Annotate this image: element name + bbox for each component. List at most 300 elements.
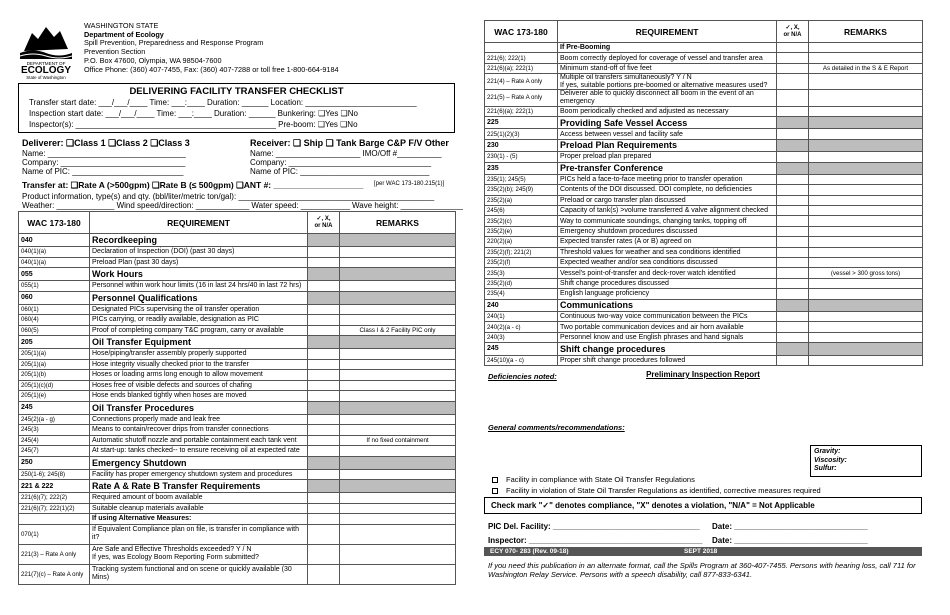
check-cell[interactable] <box>777 278 809 288</box>
remarks-cell[interactable] <box>340 281 456 292</box>
transfer-rate[interactable]: Transfer at: ❑Rate A (>500gpm) ❑Rate B (≤ 500gpm) ❑ANT #: ___________________ <box>22 180 364 190</box>
remarks-cell[interactable] <box>809 289 923 299</box>
remarks-cell[interactable] <box>340 493 456 504</box>
check-cell[interactable] <box>777 355 809 365</box>
wac-code: 235(4) <box>485 289 558 299</box>
table-row <box>485 278 923 288</box>
table-row <box>485 237 923 247</box>
requirement-text: Oil Transfer Procedures <box>90 401 308 414</box>
viscosity-label: Viscosity: <box>814 456 847 464</box>
remarks-cell[interactable] <box>809 74 923 90</box>
requirement-text: English language proficiency <box>558 289 777 299</box>
deliverer-class[interactable]: Deliverer: ❑Class 1 ❑Class 2 ❑Class 3 <box>22 138 190 148</box>
table-row <box>19 503 456 514</box>
comments-label[interactable]: General comments/recommendations: <box>488 423 625 432</box>
requirement-text: Suitable cleanup materials available <box>90 503 308 514</box>
wac-reference: [per WAC 173-180.215(1)] <box>374 181 445 187</box>
table-row <box>485 129 923 139</box>
header-check: ✓, X, or N/A <box>308 212 340 234</box>
header-remarks: REMARKS <box>809 21 923 43</box>
remarks-cell[interactable] <box>340 304 456 315</box>
inspection-start-row[interactable]: Inspection start date: ___/___/____ Time: ___:____ Duration: ______ Bunkering: ❑Yes ❑No <box>29 109 358 118</box>
wac-code: 235(3) <box>485 268 558 278</box>
check-cell[interactable] <box>777 90 809 106</box>
checkbox-icon[interactable] <box>492 488 498 494</box>
deficiencies-label[interactable]: Deficiencies noted: <box>488 372 557 381</box>
check-cell[interactable] <box>777 74 809 90</box>
agency-program: Spill Prevention, Preparedness and Response Program <box>84 38 264 48</box>
check-cell[interactable] <box>308 325 340 336</box>
check-cell[interactable] <box>308 349 340 360</box>
section-row <box>485 162 923 174</box>
wac-code: 235(2)(a) <box>485 195 558 205</box>
wac-code: 040 <box>19 234 90 247</box>
check-cell[interactable] <box>777 322 809 332</box>
remarks-cell[interactable] <box>340 414 456 425</box>
requirement-text: Shift change procedures discussed <box>558 278 777 288</box>
sulfur-label: Sulfur: <box>814 465 837 472</box>
form-date: SEPT 2018 <box>684 548 718 555</box>
wac-code: 205(1)(e) <box>19 391 90 402</box>
table-row <box>19 435 456 446</box>
requirement-text: Are Safe and Effective Thresholds exceeded? Y / N If yes, was Ecology Boom Reporting Form submitted? <box>90 544 308 564</box>
check-cell[interactable] <box>308 469 340 480</box>
agency-address-line: P.O. Box 47600, Olympia, WA 98504-7600 <box>84 55 222 65</box>
left-column <box>18 20 463 585</box>
check-cell[interactable] <box>777 247 809 257</box>
wac-code: 221(6)(a); 222(1) <box>485 106 558 116</box>
remarks-cell[interactable] <box>809 311 923 321</box>
wac-code: 060(5) <box>19 325 90 336</box>
remarks-cell[interactable] <box>340 391 456 402</box>
requirement-text: Providing Safe Vessel Access <box>558 116 777 128</box>
check-cell[interactable] <box>308 370 340 381</box>
remarks-cell[interactable] <box>340 524 456 544</box>
wac-code <box>485 43 558 53</box>
remarks-cell[interactable] <box>340 234 456 247</box>
right-column <box>484 20 922 579</box>
remarks-cell[interactable] <box>809 90 923 106</box>
section-row <box>19 291 456 304</box>
wac-code: 221(6); 222(1) <box>485 53 558 63</box>
requirement-text: Expected weather and/or sea conditions discussed <box>558 258 777 268</box>
receiver-type[interactable]: Receiver: ❑ Ship ❑ Tank Barge C&P F/V Other <box>250 138 449 148</box>
agency-header <box>18 20 455 80</box>
wac-code: 240(3) <box>485 332 558 342</box>
remarks-cell[interactable] <box>809 185 923 195</box>
wac-code: 205 <box>19 336 90 349</box>
requirement-text: Emergency Shutdown <box>90 456 308 469</box>
requirement-text: Hose/piping/transfer assembly properly supported <box>90 349 308 360</box>
table-row <box>19 315 456 326</box>
wac-code: 230 <box>485 139 558 151</box>
remarks-cell[interactable] <box>809 106 923 116</box>
table-row <box>19 257 456 268</box>
agency-dept: Department of Ecology <box>84 29 164 39</box>
table-row <box>19 425 456 436</box>
deliverer-company[interactable]: Company: ____________________________ <box>22 158 186 167</box>
wac-code: 205(1)(c)(d) <box>19 380 90 391</box>
table-row <box>19 524 456 544</box>
header-wac: WAC 173-180 <box>19 212 90 234</box>
check-cell[interactable] <box>777 268 809 278</box>
remarks-cell[interactable] <box>340 370 456 381</box>
requirement-text: Vessel's point-of-transfer and deck-rover watch identified <box>558 268 777 278</box>
check-cell[interactable] <box>777 206 809 216</box>
requirement-text: Personnel know and use English phrases and hand signals <box>558 332 777 342</box>
table-row <box>19 446 456 457</box>
requirement-text: Minimum stand-off of five feet <box>558 63 777 73</box>
wac-code: 230(1) - (5) <box>485 152 558 162</box>
check-cell[interactable] <box>308 359 340 370</box>
check-cell[interactable] <box>777 332 809 342</box>
requirement-text: Contents of the DOI discussed. DOI complete, no deficiencies <box>558 185 777 195</box>
form-number-bar <box>484 547 922 556</box>
remarks-cell[interactable] <box>340 380 456 391</box>
wac-code: 235 <box>485 162 558 174</box>
table-row <box>19 544 456 564</box>
check-cell[interactable] <box>308 304 340 315</box>
table-row <box>19 391 456 402</box>
wac-code: 245(2)(a - g) <box>19 414 90 425</box>
date-field-2[interactable]: Date: ______________________________ <box>712 536 868 545</box>
inspectors-row[interactable]: Inspector(s): _____________________________________________ Pre-boom: ❑Yes ❑No <box>29 120 358 129</box>
remarks-cell[interactable] <box>809 226 923 236</box>
requirement-text: PICs held a face-to-face meeting prior to transfer operation <box>558 174 777 184</box>
check-cell[interactable] <box>308 315 340 326</box>
requirement-text: Proper shift change procedures followed <box>558 355 777 365</box>
table-row <box>19 469 456 480</box>
table-row <box>19 370 456 381</box>
remarks-cell[interactable] <box>809 343 923 355</box>
wac-code: 060(1) <box>19 304 90 315</box>
header-wac: WAC 173-180 <box>485 21 558 43</box>
remarks-cell[interactable] <box>809 195 923 205</box>
check-cell[interactable] <box>308 247 340 258</box>
weather-info[interactable]: Weather: _____________ Wind speed/direction: ____________ Water speed: ___________ Wave height: ______________ <box>22 201 463 210</box>
remarks-cell[interactable] <box>809 152 923 162</box>
wac-code: 060 <box>19 291 90 304</box>
remarks-cell[interactable] <box>340 503 456 514</box>
table-row <box>485 74 923 90</box>
requirement-text: Required amount of boom available <box>90 493 308 504</box>
requirement-text: Proof of completing company T&C program, carry or available <box>90 325 308 336</box>
check-cell[interactable] <box>308 401 340 414</box>
table-row <box>19 564 456 584</box>
footer-note: If you need this publication in an alternate format, call the Spills Program at 360-407-7455. Persons with hearing loss, call 711 for Washington Relay Service. Persons with a speech disability, call 877-833-6341. <box>488 561 916 579</box>
fuel-properties-box[interactable] <box>810 445 922 477</box>
wac-code: 221(6)(a); 222(1) <box>485 63 558 73</box>
wac-code: 235(2)(e) <box>485 226 558 236</box>
remarks-cell[interactable] <box>809 332 923 342</box>
remarks-cell[interactable] <box>340 564 456 584</box>
requirement-text: Oil Transfer Equipment <box>90 336 308 349</box>
check-cell[interactable] <box>308 234 340 247</box>
requirement-text: Means to contain/recover drips from transfer connections <box>90 425 308 436</box>
violation-checkbox[interactable]: Facility in violation of State Oil Transfer Regulations as identified, corrective measures required <box>492 486 821 495</box>
check-cell[interactable] <box>308 514 340 525</box>
wac-code: 055(1) <box>19 281 90 292</box>
requirement-text: Personnel within work hour limits (16 in last 24 hrs/40 in last 72 hrs) <box>90 281 308 292</box>
check-cell[interactable] <box>777 299 809 311</box>
check-cell[interactable] <box>308 456 340 469</box>
receiver-name[interactable]: Name: ___________________ IMO/Off #__________ <box>250 149 442 158</box>
remarks-cell[interactable] <box>809 139 923 151</box>
section-row <box>19 401 456 414</box>
table-row <box>485 63 923 73</box>
check-cell[interactable] <box>777 226 809 236</box>
wac-code: 235(2)(c) <box>485 216 558 226</box>
requirement-text: If Pre-Booming <box>558 43 777 53</box>
check-cell[interactable] <box>777 139 809 151</box>
wac-code: 235(2)(d) <box>485 278 558 288</box>
wac-code: 221 & 222 <box>19 480 90 493</box>
remarks-cell[interactable] <box>809 162 923 174</box>
logo-line1: DEPARTMENT OF <box>26 61 66 66</box>
table-row <box>19 514 456 525</box>
check-cell[interactable] <box>777 116 809 128</box>
wac-code: 240(1) <box>485 311 558 321</box>
check-cell[interactable] <box>308 503 340 514</box>
section-row <box>19 480 456 493</box>
check-cell[interactable] <box>308 446 340 457</box>
check-cell[interactable] <box>308 268 340 281</box>
agency-address <box>84 22 339 74</box>
wac-code: 245(10)(a - c) <box>485 355 558 365</box>
pic-del-field[interactable]: PIC Del. Facility: _________________________________ <box>488 522 700 531</box>
check-cell[interactable] <box>308 425 340 436</box>
remarks-cell[interactable] <box>340 349 456 360</box>
check-cell[interactable] <box>777 289 809 299</box>
remarks-cell[interactable] <box>340 291 456 304</box>
header-requirement: REQUIREMENT <box>90 212 308 234</box>
requirement-text: Way to communicate soundings, changing tanks, topping off <box>558 216 777 226</box>
table-row <box>19 325 456 336</box>
table-row <box>485 311 923 321</box>
remarks-cell[interactable] <box>809 237 923 247</box>
wac-code: 221(5) – Rate A only <box>485 90 558 106</box>
date-field-1[interactable]: Date: ______________________________ <box>712 522 868 531</box>
wac-code: 060(4) <box>19 315 90 326</box>
table-row <box>485 322 923 332</box>
requirement-text: Proper preload plan prepared <box>558 152 777 162</box>
check-cell[interactable] <box>308 391 340 402</box>
remarks-cell[interactable] <box>340 514 456 525</box>
check-cell[interactable] <box>777 43 809 53</box>
deliverer-pic[interactable]: Name of PIC: _________________________ <box>22 167 184 176</box>
requirement-text: Preload Plan Requirements <box>558 139 777 151</box>
remarks-cell[interactable] <box>340 446 456 457</box>
wac-code: 245 <box>19 401 90 414</box>
table-row <box>485 258 923 268</box>
table-row <box>19 359 456 370</box>
requirement-text: Shift change procedures <box>558 343 777 355</box>
requirement-text: If Equivalent Compliance plan on file, is transfer in compliance with it? <box>90 524 308 544</box>
agency-phone: Office Phone: (360) 407-7455, Fax: (360) 407-7288 or toll free 1-800-664-9184 <box>84 64 339 74</box>
check-cell[interactable] <box>777 129 809 139</box>
table-row <box>485 268 923 278</box>
table-row <box>485 206 923 216</box>
wac-code: 235(2)(f); 221(2) <box>485 247 558 257</box>
remarks-cell[interactable]: Class I & 2 Facility PIC only <box>340 325 456 336</box>
requirement-text: Access between vessel and facility safe <box>558 129 777 139</box>
wac-code: 245 <box>485 343 558 355</box>
check-cell[interactable] <box>777 106 809 116</box>
remarks-cell[interactable] <box>340 480 456 493</box>
check-cell[interactable] <box>308 480 340 493</box>
agency-state: WASHINGTON STATE <box>84 21 159 30</box>
remarks-cell[interactable] <box>809 216 923 226</box>
requirement-text: Multiple oil transfers simultaneously? Y / N If yes, suitable portions pre-boomed or alternative measures used? <box>558 74 777 90</box>
table-row <box>485 174 923 184</box>
check-cell[interactable] <box>777 195 809 205</box>
remarks-cell[interactable] <box>809 116 923 128</box>
wac-code: 220(2)(a) <box>485 237 558 247</box>
transfer-start-row[interactable]: Transfer start date: ___/___/____ Time: ___:____ Duration: ______ Location: _________________________ <box>29 98 417 107</box>
table-row <box>485 106 923 116</box>
remarks-cell[interactable] <box>809 258 923 268</box>
header-check: ✓, X, or N/A <box>777 21 809 43</box>
remarks-cell[interactable] <box>340 268 456 281</box>
remarks-cell[interactable] <box>809 43 923 53</box>
check-cell[interactable] <box>308 544 340 564</box>
logo-line3: State of Washington <box>26 75 66 80</box>
remarks-cell[interactable] <box>809 322 923 332</box>
remarks-cell[interactable]: (vessel > 300 gross tons) <box>809 268 923 278</box>
table-row <box>19 304 456 315</box>
check-cell[interactable] <box>308 281 340 292</box>
check-cell[interactable] <box>777 185 809 195</box>
check-cell[interactable] <box>308 435 340 446</box>
remarks-cell[interactable] <box>809 355 923 365</box>
inspector-field[interactable]: Inspector: _______________________________________ <box>488 536 703 545</box>
check-cell[interactable] <box>777 237 809 247</box>
checkbox-icon[interactable] <box>492 477 498 483</box>
remarks-cell[interactable] <box>340 401 456 414</box>
receiver-company[interactable]: Company: ________________________________ <box>250 158 432 167</box>
remarks-cell[interactable] <box>340 257 456 268</box>
remarks-cell[interactable] <box>340 425 456 436</box>
wac-code: 221(6)(7); 222(1)(2) <box>19 503 90 514</box>
wac-code: 040(1)(a) <box>19 247 90 258</box>
remarks-cell[interactable] <box>809 53 923 63</box>
remarks-cell[interactable]: As detailed in the S & E Report <box>809 63 923 73</box>
right-checklist-table <box>484 20 923 366</box>
check-cell[interactable] <box>308 291 340 304</box>
check-cell[interactable] <box>777 258 809 268</box>
checklist-box <box>18 83 455 133</box>
wac-code: 235(2)(b); 245(9) <box>485 185 558 195</box>
check-cell[interactable] <box>777 343 809 355</box>
check-cell[interactable] <box>308 380 340 391</box>
requirement-text: If using Alternative Measures: <box>90 514 308 525</box>
requirement-text: Designated PICs supervising the oil transfer operation <box>90 304 308 315</box>
product-info[interactable]: Product information, type(s) and qty. (bbl/liter/metric ton/gal): ____________________________________________ <box>22 192 435 201</box>
requirement-text: Deliverer able to quickly disconnect all boom in the event of an emergency <box>558 90 777 106</box>
check-cell[interactable] <box>308 257 340 268</box>
requirement-text: Hoses or loading arms long enough to allow movement <box>90 370 308 381</box>
check-cell[interactable] <box>777 216 809 226</box>
remarks-cell[interactable] <box>340 359 456 370</box>
requirement-text: Tracking system functional and on scene or quickly available (30 Mins) <box>90 564 308 584</box>
remarks-cell[interactable] <box>340 544 456 564</box>
wac-code: 221(4) – Rate A only <box>485 74 558 90</box>
check-cell[interactable] <box>308 414 340 425</box>
remarks-cell[interactable] <box>809 129 923 139</box>
report-title: Preliminary Inspection Report <box>646 369 760 379</box>
requirement-text: Threshold values for weather and sea conditions identified <box>558 247 777 257</box>
wac-code: 225(1)(2)(3) <box>485 129 558 139</box>
check-cell[interactable] <box>777 162 809 174</box>
requirement-text: Hose integrity visually checked prior to the transfer <box>90 359 308 370</box>
receiver-pic[interactable]: Name of PIC: _____________________________ <box>250 167 430 176</box>
requirement-text: Facility has proper emergency shutdown system and procedures <box>90 469 308 480</box>
wac-code: 240 <box>485 299 558 311</box>
section-row <box>485 299 923 311</box>
wac-code: 040(1)(a) <box>19 257 90 268</box>
check-cell[interactable] <box>308 564 340 584</box>
wac-code: 070(1) <box>19 524 90 544</box>
remarks-cell[interactable] <box>340 456 456 469</box>
header-requirement: REQUIREMENT <box>558 21 777 43</box>
wac-code: 245(7) <box>19 446 90 457</box>
remarks-cell[interactable] <box>340 336 456 349</box>
check-cell[interactable] <box>308 493 340 504</box>
parties-block <box>18 133 463 211</box>
check-cell[interactable] <box>308 524 340 544</box>
remarks-cell[interactable] <box>809 278 923 288</box>
remarks-cell[interactable] <box>809 247 923 257</box>
remarks-cell[interactable] <box>809 299 923 311</box>
check-cell[interactable] <box>777 63 809 73</box>
wac-code: 221(7)(c) – Rate A only <box>19 564 90 584</box>
remarks-cell[interactable]: If no fixed containment <box>340 435 456 446</box>
wac-code: 225 <box>485 116 558 128</box>
wac-code: 205(1)(a) <box>19 359 90 370</box>
check-cell[interactable] <box>308 336 340 349</box>
table-row <box>485 195 923 205</box>
table-row <box>485 185 923 195</box>
section-row <box>19 456 456 469</box>
check-cell[interactable] <box>777 152 809 162</box>
requirement-text: Rate A & Rate B Transfer Requirements <box>90 480 308 493</box>
form-number: ECY 070- 283 (Rev. 09-18) <box>490 548 569 555</box>
requirement-text: Work Hours <box>90 268 308 281</box>
remarks-cell[interactable] <box>340 469 456 480</box>
section-row <box>485 343 923 355</box>
section-row <box>19 336 456 349</box>
requirement-text: Connections properly made and leak free <box>90 414 308 425</box>
remarks-cell[interactable] <box>809 206 923 216</box>
section-row <box>19 268 456 281</box>
compliance-checkbox[interactable]: Facility in compliance with State Oil Transfer Regulations <box>492 475 695 484</box>
remarks-cell[interactable] <box>340 315 456 326</box>
requirement-text: Boom periodically checked and adjusted as necessary <box>558 106 777 116</box>
check-cell[interactable] <box>777 174 809 184</box>
check-cell[interactable] <box>777 311 809 321</box>
wac-code: 235(2)(f) <box>485 258 558 268</box>
left-checklist-table <box>18 211 456 585</box>
remarks-cell[interactable] <box>340 247 456 258</box>
deliverer-name[interactable]: Name: _______________________________ <box>22 149 186 158</box>
requirement-text: Hoses free of visible defects and sources of chafing <box>90 380 308 391</box>
remarks-cell[interactable] <box>809 174 923 184</box>
table-row <box>485 152 923 162</box>
check-cell[interactable] <box>777 53 809 63</box>
table-row <box>485 247 923 257</box>
requirement-text: Personnel Qualifications <box>90 291 308 304</box>
table-row <box>485 43 923 53</box>
